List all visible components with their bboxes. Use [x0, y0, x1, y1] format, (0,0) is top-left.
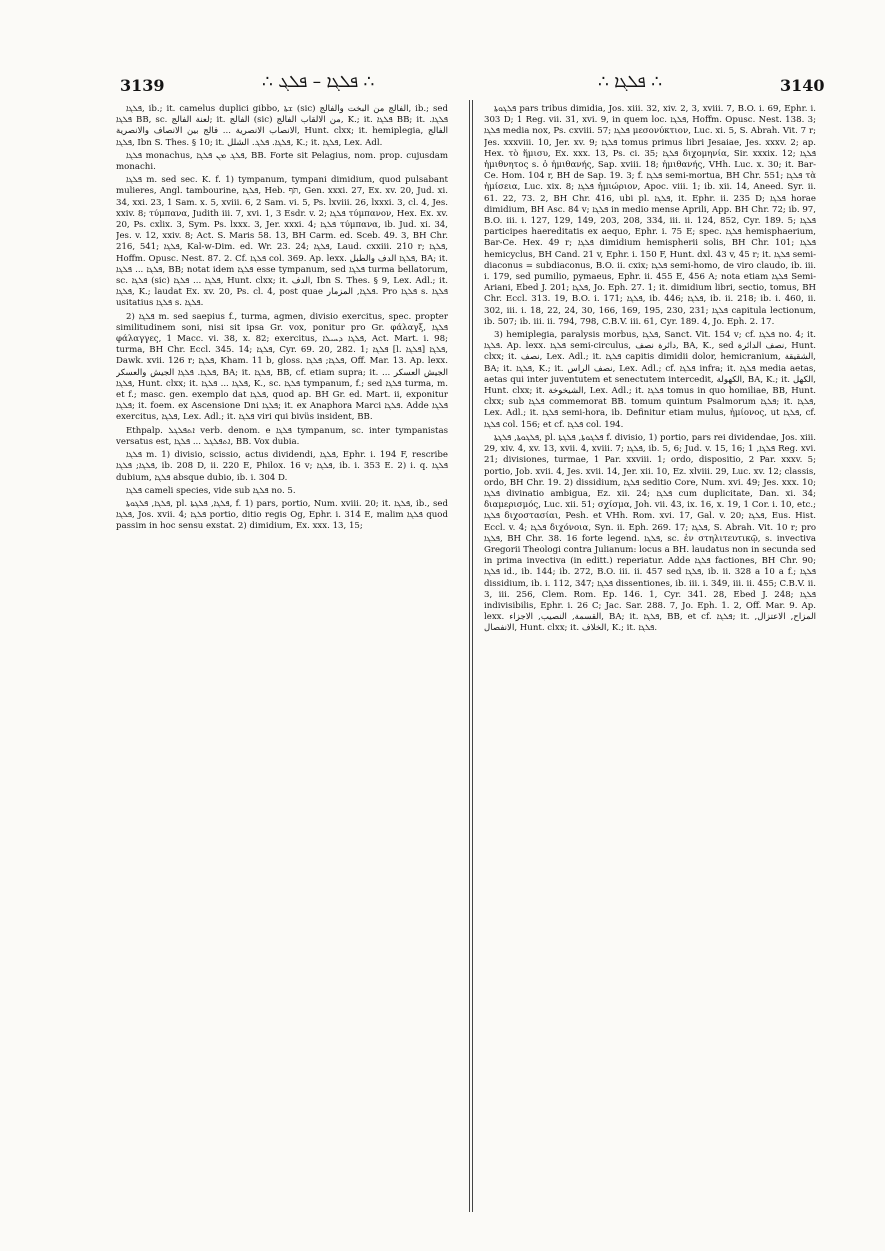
left-page-number: 3139 — [120, 76, 165, 95]
left-column — [116, 104, 448, 1212]
page-header — [0, 72, 885, 102]
entry-paragraph: ܦܠܓܐ m. sed sec. K. f. 1) tympanum, tympani dimidium, quod pulsabant mulieres, Angl. tambourine, ܦܠܓܐ, Heb. תֹּף, Gen. xxxi. 27, Ex. xv. 20, Jud. xi. 34, xxi. 23, 1 Sam. x. 5, xviii. 6, 2 Sam. vi. 5, Ps. lxviii. 26, lxxxi. 3, cl. 4, Jes. xxiv. 8; τύμπανα, Judith iii. 7, xvi. 1, 3 Esdr. v. 2; ܦܠܓܐ τύμπανον, Hex. Ex. xv. 20, Ps. cxlix. 3, Sym. Ps. lxxx. 3, Jer. xxxi. 4; ܦܠܓܐ τύμπανα, ib. Jud. xi. 34, Jes. v. 12, xxiv. 8; Act. S. Maris 58. 13, BH Carm. ed. Sceb. 49. 3, BH Chr. 216, 541; ܦܠܓܐ, Kal-w-Dim. ed. Wr. 23. 24; ܦܠܓܐ, Laud. cxxiii. 210 r; ܦܠܓܐ, Hoffm. Opusc. Nest. 87. 2. Cf. ܦܠܓܐ col. 369. Ap. lexx. ܦܠܓܐ الدف والطبل, BA; it. ܦܠܓܐ ... ܦܠܓܐ, BB; notat idem ܦܠܓܐ esse tympanum, sed ܦܠܓܐ turma bellatorum, sc. ܦܠܓܐ (sic) ܦܠܓܐ ... ܦܠܓܐ, Hunt. clxx; it. الدف, Ibn S. Thes. § 9, Lex. Adl.; it. ܦܠܓܐ, K.; laudat Ex. xv. 20, Ps. cl. 4, post quae ܦܠܓܐ, المزمار. Pro ܦܠܓܐ s. ܦܠܓܐ usitatius ܦܠܓܐ s. ܦܠܓܐ. — [116, 175, 448, 309]
entry-paragraph: ܦܠܓܘܬܐ pars tribus dimidia, Jos. xiii. 32, xiv. 2, 3, xviii. 7, B.O. i. 69, Ephr. i. 303 D; 1 Reg. vii. 31, xvi. 9, in quem loc. ܦܠܓܐ, Hoffm. Opusc. Nest. 138. 3; ܦܠܓܐ media nox, Ps. cxviii. 57; ܦܠܓܐ μεσονύκτιον, Luc. xi. 5, S. Abrah. Vit. 7 r; Jes. xxxviii. 10, Jer. xv. 9; ܦܠܓܐ tomus primus libri Jesaiae, Jes. xxxv. 2; ap. Hex. τὸ ἥμισυ, Ex. xxx. 13, Ps. ci. 35; ܦܠܓܐ διχομηνία, Sir. xxxix. 12; ܦܠܓܐ ἡμιθνητος s. ὁ ἡμιθανής, Sap. xviii. 18; ἡμιθανής, VHh. Luc. x. 30; it. Bar-Ce. Hom. 104 r, BH de Sap. 19. 3; f. ܦܠܓܐ semi-mortua, BH Chr. 551; ܦܠܓܐ τὰ ἡμίσεια, Luc. xix. 8; ܦܠܓܐ ἡμιώριον, Apoc. viii. 1; ib. xii. 14, Aneed. Syr. ii. 61. 22, 73. 2, BH Chr. 416, ubi pl. ܦܠܓܐ, it. Ephr. ii. 235 D; ܦܠܓܐ horae dimidium, BH Asc. 84 v; ܦܠܓܐ in medio mense Aprili, App. BH Chr. 72; ib. 97, B.O. iii. i. 127, 129, 149, 203, 208, 334, iii. ii. 124, 852, Cyr. 189. 5; ܦܠܓܐ participes haereditatis ex aequo, Ephr. i. 75 E; spec. ܦܠܓܐ hemisphaerium, Bar-Ce. Hex. 49 r; ܦܠܓܐ dimidium hemispherii solis, BH Chr. 101; ܦܠܓܐ hemicyclus, BH Cand. 21 v, Ephr. i. 150 F, Hunt. dxl. 43 v, 45 r; it. ܦܠܓܐ semi-diaconus = subdiaconus, B.O. ii. cxix; ܦܠܓܐ semi-homo, de viro claudo, ib. iii. i. 179, sed pumilio, pymaeus, Ephr. ii. 455 E, 456 A; nota etiam ܦܠܓܐ Semi-Ariani, Ebed J. 201; ܦܠܓܐ, Jo. Eph. 27. 1; it. dimidium libri, sectio, tomus, BH Chr. Eccl. 313. 19, B.O. i. 171; ܦܠܓܐ, ib. 446; ܦܠܓܐ, ib. ii. 218; ib. i. 460, ii. 302, iii. i. 18, 22, 24, 30, 166, 169, 195, 230, 231; ܦܠܓܐ capitula lectionum, ib. 507; ib. iii. ii. 794, 798, C.B.V. iii. 61, Cyr. 189. 4, Jo. Eph. 2. 17. — [484, 104, 816, 327]
entry-paragraph: ܦܠܓܐ monachus, ܦܠܓ ܡܢ ܦܠܓܐ, BB. Forte sit Pelagius, nom. prop. cujusdam monachi. — [116, 150, 448, 173]
right-column — [484, 104, 816, 1212]
entry-paragraph: ܦܠܓܐ, ܦܠܓܘܬܐ, pl. ܦܠܓܐ, ܦܠܓܬܐ, f. 1) pars, portio, Num. xviii. 20; it. ܦܠܓܐ, ib., sed ܦܠܓܐ, Jos. xvii. 4; ܦܠܓܐ portio, ditio regis Og, Ephr. i. 314 E, malim ܦܠܓܐ quod passim in hoc sensu exstat. 2) dimidium, Ex. xxx. 13, 15; — [116, 498, 448, 532]
entry-paragraph: 3) hemiplegia, paralysis morbus, ܦܠܓܐ, Sanct. Vit. 154 v; cf. ܦܠܓܐ no. 4; it. ܦܠܓܐ. Ap. lexx. ܦܠܓܐ semi-circulus, دائرة نصف, BA, K., sed نصف الدائرة, Hunt. clxx; it. نصف, Lex. Adl.; it. ܦܠܓܐ capitis dimidii dolor, hemicranium, الشقيقة, BA; it. ܦܠܓܐ, K.; it. نصف الراس, Lex. Adl.; cf. ܦܠܓܐ infra; it. ܦܠܓܐ media aetas, aetas qui inter juventutem et senectutem intercedit, الكهولة, BA, K.; it. الكهل, Hunt. clxx; it. الشيخوخة, Lex. Adl.; it. ܦܠܓܐ tomus in quo homiliae, BB, Hunt. clxx; sub ܦܠܓܐ commemorat BB. tomum quintum Psalmorum ܦܠܓܐ; it. ܦܠܓܐ, Lex. Adl.; it. ܦܠܓܐ semi-hora, ib. Definitur etiam mulus, ἡμίονος, ut ܦܠܓܐ, cf. ܦܠܓܐ col. 156; et cf. ܦܠܓܐ col. 194. — [484, 330, 816, 430]
entry-paragraph: ܦܠܓܐ m. 1) divisio, scissio, actus dividendi, ܦܠܓܐ, Ephr. i. 194 F, rescribe ܦܠܓܐ; ܦܠܓܐ, ib. 208 D, ii. 220 E, Philox. 16 v; ܦܠܓܐ, ib. i. 353 E. 2) i. q. ܦܠܓܐ dubium, ܦܠܓܐ absque dubio, ib. i. 304 D. — [116, 450, 448, 483]
right-page-number: 3140 — [780, 76, 825, 95]
left-running-head: ∴ ܦܠܓܐ – ܦܠܓ ∴ — [262, 72, 375, 92]
entry-paragraph: ܦܠܓܘܬܐ, ܦܠܓܬܐ, pl. ܦܠܓܘܬܐ, ܦܠܓܬܐ f. divisio, 1) portio, pars rei dividendae, Jos. xiii. 29, xiv. 4, xv. 13, xvii. 4, xviii. 7; ܦܠܓܐ, ib. 5, 6; Jud. v. 15, 16; ܦܠܓܐ, 1 Reg. xvi. 21; divisiones, turmae, 1 Par. xxviii. 1; ordo, dispositio, 2 Par. xxxv. 5; portio, Job. xvii. 4, Jes. xvii. 14, Jer. xii. 10, Ez. xlviii. 29, Luc. xv. 12; classis, ordo, BH Chr. 19. 2) dissidium, ܦܠܓܐ seditio Core, Num. xvi. 49; Jes. xxx. 10; ܦܠܓܐ divinatio ambigua, Ez. xii. 24; ܦܠܓܐ cum duplicitate, Dan. xi. 34; διαμερισμός, Luc. xii. 51; σχίσμα, Joh. vii. 43, ix. 16, x. 19, 1 Cor. i. 10, etc.; ܦܠܓܐ διχοστασίαι, Pesh. et VHh. Rom. xvi. 17, Gal. v. 20; ܦܠܓܐ, Eus. Hist. Eccl. v. 4; ܦܠܓܐ διχόνοια, Syn. ii. Eph. 269. 17; ܦܠܓܐ, S. Abrah. Vit. 10 r; pro ܦܠܓܐ, BH Chr. 38. 16 forte legend. ܦܠܓܐ, sc. ἐν στηλιτευτικῷ, s. invectiva Gregorii Theologi contra Julianum: locus a BH. laudatus non in secunda sed in prima invectiva (in editt.) reperiatur. Adde ܦܠܓܐ factiones, BH Chr. 90; ܦܠܓܐ id., ib. 144; ib. 272, B.O. iii. ii. 457 sed ܦܠܓܐ, ib. ii. 328 a 10 a f.; ܦܠܓܐ dissidium, ib. i. 112, 347; ܦܠܓܐ dissentiones, ib. iii. i. 349, iii. ii. 455; C.B.V. ii. 3, iii. 256, Clem. Rom. Ep. 146. 1, Cyr. 341. 28, Ebed J. 248; ܦܠܓܐ indivisibilis, Ephr. i. 26 C; Jac. Sar. 288. 7, Jo. Eph. 1. 2, Off. Mar. 9. Ap. lexx. القسمة, النصيب, الاجزاء, BA; it. ܦܠܓܐ, BB, et cf. ܦܠܓܐ; it. المزاح, الاعتزال, الانفصال, Hunt. clxx; it. الخلاف, K.; it. ܦܠܓܐ. — [484, 432, 816, 634]
entry-paragraph: 2) ܦܠܓܐ m. sed saepius f., turma, agmen, divisio exercitus, spec. propter similitudinem soni, nisi sit ipsa Gr. vox, ponitur pro Gr. φάλαγξ, ܦܠܓܐ φάλαγγες, 1 Macc. vi. 38, x. 82; exercitus, ܦܠܓܐ ܕܚܝܠܐ, Act. Mart. i. 98; turma, BH Chr. Eccl. 345. 14; ܦܠܓܐ, Cyr. 69. 20, 282. 1; ܦܠܓܐ [l. ܦܠܓܐ] ܦܠܓܐ, Dawk. xvii. 126 r; ܦܠܓܐ, Kham. 11 b, gloss. ܦܠܓܐ; ܦܠܓܐ, Off. Mar. 13. Ap. lexx. ܦܠܓܐ. ܦܠܓܐ الجيش والعسكر, BA; it. ܦܠܓܐ, BB, cf. etiam supra; it. الجيش العسكر ... ܦܠܓܐ, Hunt. clxx; it. ܦܠܓܐ ... ܦܠܓܐ, K., sc. ܦܠܓܐ tympanum, f.; sed ܦܠܓܐ turma, m. et f.; masc. gen. exemplo dat ܦܠܓܐ, quod ap. BH Gr. ed. Mart. ii, exponitur ܦܠܓܐ; it. foem. ex Ascensione Dni ܦܠܓܐ; it. ex Anaphora Marci ܦܠܓܐ. Adde ܦܠܓܐ exercitus, ܦܠܓܐ, Lex. Adl.; it. ܦܠܓܐ viri qui bivüs insident, BB. — [116, 311, 448, 423]
column-rule — [469, 100, 470, 1212]
entry-paragraph: ܦܠܓܐ, ib.; it. camelus duplici gibbo, ܫܬܐ (sic) الفالج من البخت والفالج, ib.; sed ܦܠܓܐ BB, sc. لعنة الفالج; it. الفالج (sic) من الالقاب الفالج, K.; it. ܦܠܓܐ BB; it. ܦܠܓܐ. الانصاب الانصرية ... فالج بين الانصاف والانصرية, Hunt. clxx; it. hemiplegia, الفالج ܦܠܓܐ, Ibn S. Thes. § 10; it. ܦܠܓܐ. ܦܠܓ. الشلل, K.; it. ܦܠܓܐ, Lex. Adl. — [116, 104, 448, 148]
entry-paragraph: ܦܠܓܐ cameli species, vide sub ܦܠܓܐ no. 5. — [126, 485, 296, 496]
entry-paragraph: Ethpalp. ܐܬܦܠܓܠ verb. denom. e ܦܠܓܐ tympanum, sc. inter tympanistas versatus est, ܐܬܦܠܓܠ ... ܦܠܓܐ, BB. Vox dubia. — [116, 425, 448, 447]
right-running-head: ∴ ܦܠܓܐ ∴ — [598, 72, 663, 92]
column-rule-double — [472, 100, 473, 1212]
